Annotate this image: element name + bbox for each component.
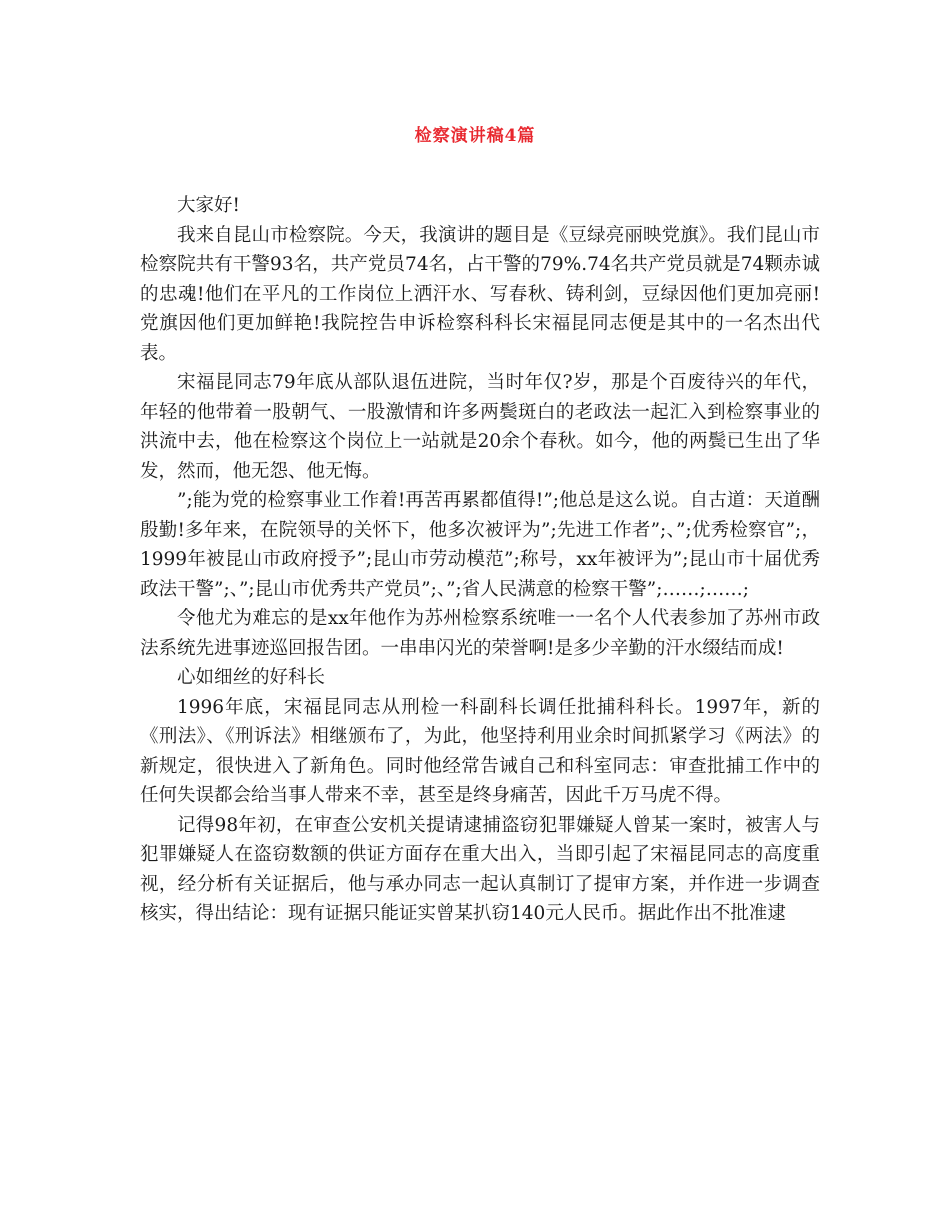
paragraph: ”;能为党的检察事业工作着!再苦再累都值得!”;他总是这么说。自古道：天道酬殷勤!多年来，在院领导的关怀下，他多次被评为”;先进工作者”;、”;优秀检察官”;，1999年被昆山市政府授予”;昆山市劳动模范”;称号，xx年被评为”;昆山市十届优秀政法干警”;、”;昆山市优秀共产党员”;、”;省人民满意的检察干警”;……;……; — [140, 490, 820, 600]
paragraph: 记得98年初，在审查公安机关提请逮捕盗窃犯罪嫌疑人曾某一案时，被害人与犯罪嫌疑人在盗窃数额的供证方面存在重大出入，当即引起了宋福昆同志的高度重视，经分析有关证据后，他与承办同志一起认真制订了提审方案，并作进一步调查核实，得出结论：现有证据只能证实曾某扒窃140元人民币。据此作出不批准逮 — [140, 814, 820, 924]
section-heading: 心如细丝的好科长 — [177, 667, 326, 688]
document-body — [140, 191, 820, 929]
paragraph: 宋福昆同志79年底从部队退伍进院，当时年仅?岁，那是个百废待兴的年代，年轻的他带着一股朝气、一股激情和许多两鬓斑白的老政法一起汇入到检察事业的洪流中去，他在检察这个岗位上一站就是20余个春秋。如今，他的两鬓已生出了华发，然而，他无怨、他无悔。 — [140, 372, 820, 482]
paragraph: 令他尤为难忘的是xx年他作为苏州检察系统唯一一名个人代表参加了苏州市政法系统先进事迹巡回报告团。一串串闪光的荣誉啊!是多少辛勤的汗水缀结而成! — [140, 608, 820, 659]
paragraph: 1996年底，宋福昆同志从刑检一科副科长调任批捕科科长。1997年，新的《刑法》、《刑诉法》相继颁布了，为此，他坚持利用业余时间抓紧学习《两法》的新规定，很快进入了新角色。同时他经常告诫自己和科室同志：审查批捕工作中的任何失误都会给当事人带来不幸，甚至是终身痛苦，因此千万马虎不得。 — [140, 696, 820, 806]
paragraph-greeting: 大家好! — [177, 195, 240, 216]
paragraph: 我来自昆山市检察院。今天，我演讲的题目是《豆绿亮丽映党旗》。我们昆山市 检察院共有干警93名，共产党员74名，占干警的79%.74名共产党员就是74颗赤诚的忠魂!他们在平凡的工作岗位上洒汗水、写春秋、铸利剑，豆绿因他们更加亮丽!党旗因他们更加鲜艳!我院控告申诉检察科科长宋福昆同志便是其中的一名杰出代表。 — [140, 224, 820, 364]
document-title: 检察演讲稿4篇 — [414, 126, 536, 146]
